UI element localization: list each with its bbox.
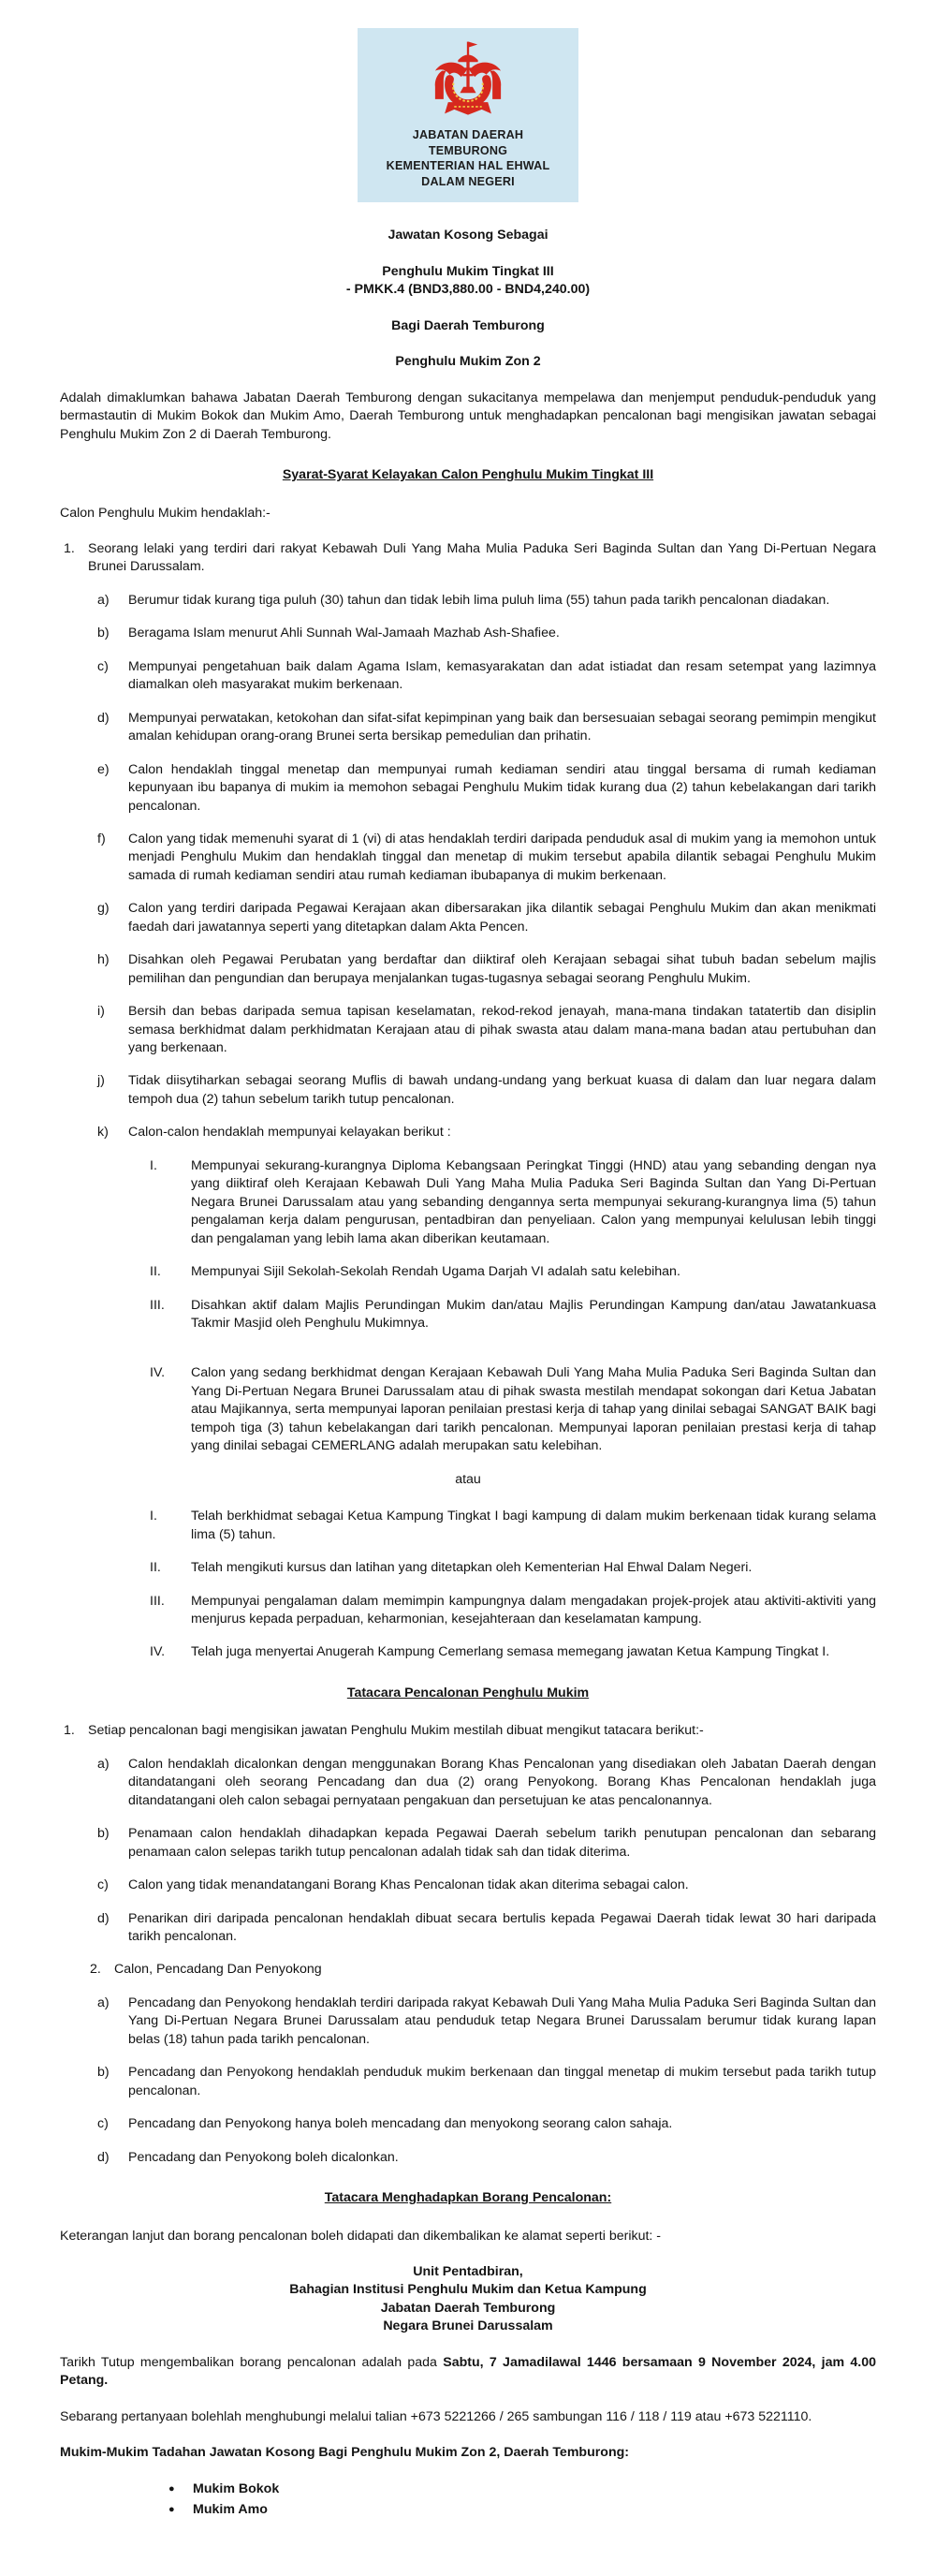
list-marker: a): [97, 592, 110, 608]
list-item: [97, 1995, 876, 2049]
list-item-text: Telah juga menyertai Anugerah Kampung Cemerlang semasa memegang jawatan Ketua Kampung Tingkat I.: [191, 1644, 830, 1660]
list-item-text: Calon yang terdiri daripada Pegawai Kerajaan akan dibersarakan jika dilantik sebagai Penghulu Mukim dan akan menikmati faedah dari jawatannya seperti yang ditetapkan dalam Akta Pencen.: [128, 901, 876, 935]
list-marker: d): [97, 1910, 110, 1926]
list-item: [97, 1003, 876, 1057]
list-item-text: Disahkan oleh Pegawai Perubatan yang berdaftar dan diiktiraf oleh Kerajaan sebagai sihat tubuh badan sebelum majlis pemilihan dan pengundian dan berupaya menjalankan tugas-tugasnya sebagai seorang Penghulu Mukim.: [128, 952, 876, 986]
list-item: [161, 2501, 876, 2519]
section-heading-borang: Tatacara Menghadapkan Borang Pencalonan:: [324, 2190, 612, 2206]
list-item: [97, 658, 876, 695]
mukim-list: [161, 2480, 876, 2520]
list-item: [161, 2480, 876, 2498]
list-item: [97, 1910, 876, 1947]
address-line: Jabatan Daerah Temburong: [380, 2300, 556, 2316]
list-item-text: Penarikan diri daripada pencalonan hendaklah dibuat secara bertulis kepada Pegawai Daerah tidak lewat 30 hari daripada tarikh pencalonan.: [128, 1910, 876, 1944]
list-marker: 1.: [64, 1723, 75, 1739]
title-salary: - PMKK.4 (BND3,880.00 - BND4,240.00): [345, 282, 591, 298]
title-vacancy: Jawatan Kosong Sebagai: [388, 228, 548, 243]
list-item: [97, 2064, 876, 2100]
org-name-line: TEMBURONG: [428, 143, 508, 157]
list-marker: d): [97, 710, 110, 726]
title-zone: Penghulu Mukim Zon 2: [395, 354, 541, 370]
list-item: [60, 540, 876, 577]
org-name-line: KEMENTERIAN HAL EHWAL: [386, 159, 550, 173]
list-item-text: Calon, Pencadang Dan Penyokong: [114, 1962, 322, 1978]
list-marker: b): [97, 1826, 110, 1842]
address-line: Unit Pentadbiran,: [413, 2263, 523, 2279]
list-marker: g): [97, 901, 110, 917]
address-line: Bahagian Institusi Penghulu Mukim dan Ketua Kampung: [289, 2282, 647, 2298]
list-item: [97, 1072, 876, 1109]
list-item-text: Tidak diisytiharkan sebagai seorang Muflis di bawah undang-undang yang berkuat kuasa di dalam dan luar negara dalam tempoh dua (2) tahun sebelum tarikh tutup pencalonan.: [128, 1073, 876, 1107]
list-marker: II.: [150, 1264, 161, 1280]
list-item: [97, 900, 876, 936]
list-marker: c): [97, 2116, 109, 2132]
list-marker: III.: [150, 1593, 165, 1609]
closing-date-prefix: Tarikh Tutup mengembalikan borang pencalonan adalah pada: [60, 2354, 444, 2370]
list-item: [97, 831, 876, 885]
list-item: [97, 1877, 876, 1894]
list-item-text: Calon yang sedang berkhidmat dengan Kerajaan Kebawah Duli Yang Maha Mulia Paduka Seri Baginda Sultan dan Yang Di-Pertuan Negara Brunei Darussalam atau di pihak swasta mestilah mendapat sokongan dari Ketua Jabatan atau Majikannya, serta mempunyai laporan penilaian prestasi kerja di tahap yang dinilai sebagai SANGAT BAIK bagi tempoh tiga (3) tahun kebelakangan dari tarikh pencalonan. Mempunyai laporan penilaian prestasi kerja di tahap yang dinilai sebagai CEMERLANG adalah merupakan satu kelebihan.: [191, 1365, 876, 1454]
list-marker: 1.: [64, 540, 75, 556]
list-item: [97, 1124, 876, 1141]
contact-paragraph: Sebarang pertanyaan bolehlah menghubungi melalui talian +673 5221266 / 265 sambungan 116 / 118 / 119 atau +673 5221110.: [60, 2408, 812, 2424]
list-item: [97, 1825, 876, 1862]
brunei-crest-icon: [422, 39, 514, 120]
list-marker: j): [97, 1073, 105, 1089]
list-item-text: Pencadang dan Penyokong boleh dicalonkan.: [128, 2149, 399, 2165]
section-heading-syarat: Syarat-Syarat Kelayakan Calon Penghulu Mukim Tingkat III: [282, 467, 654, 483]
closing-date-value: Sabtu, 7 Jamadilawal 1446 bersamaan 9 November 2024, jam 4.00 Petang.: [60, 2354, 876, 2389]
list-item: [150, 1157, 876, 1248]
list-item: [97, 951, 876, 988]
list-item-text: Bersih dan bebas daripada semua tapisan keselamatan, rekod-rekod jenayah, mana-mana tindakan tatatertib dan disiplin semasa berkhidmat dalam perkhidmatan Kerajaan atau di pihak swasta atau dalam mana-mana badan atau pertubuhan dan yang berkenaan.: [128, 1004, 876, 1056]
list-item-text: Telah berkhidmat sebagai Ketua Kampung Tingkat I bagi kampung di dalam mukim berkenaan tidak kurang selama lima (5) tahun.: [191, 1509, 876, 1542]
list-item-text: Seorang lelaki yang terdiri dari rakyat Kebawah Duli Yang Maha Mulia Paduka Seri Baginda Sultan dan Yang Di-Pertuan Negara Brunei Darussalam.: [88, 540, 876, 575]
list-item-text: Setiap pencalonan bagi mengisikan jawatan Penghulu Mukim mestilah dibuat mengikut tatacara berikut:-: [88, 1723, 704, 1739]
list-item: [97, 1756, 876, 1810]
closing-date-paragraph: [60, 2354, 876, 2391]
atau-separator: atau: [455, 1471, 481, 1487]
list-item-text: Calon hendaklah tinggal menetap dan mempunyai rumah kediaman sendiri atau tinggal bersama di rumah kediaman kepunyaan ibu bapanya di mukim ia memohon sebagai Penghulu Mukim tidak kurang dua (2) tahun kebelakangan dari tarikh pencalonan.: [128, 761, 876, 814]
list-item: [86, 1961, 876, 1979]
list-marker: a): [97, 1995, 110, 2010]
list-marker: b): [97, 2065, 110, 2081]
list-marker: IV.: [150, 1644, 166, 1660]
list-item: [60, 1722, 876, 1740]
title-post: Penghulu Mukim Tingkat III: [382, 263, 554, 279]
list-item: [97, 2149, 876, 2167]
list-item-text: Calon-calon hendaklah mempunyai kelayakan berikut :: [128, 1125, 451, 1141]
list-marker: 2.: [90, 1962, 101, 1978]
list-marker: k): [97, 1125, 109, 1141]
title-post-block: [60, 263, 876, 300]
list-marker: IV.: [150, 1365, 166, 1381]
mukim-name: Mukim Amo: [193, 2502, 268, 2518]
list-item-text: Mempunyai perwatakan, ketokohan dan sifat-sifat kepimpinan yang baik dan bersesuaian sebagai seorang pemimpin mengikut amalan kehidupan orang-orang Brunei serta bersikap pemedulian dan prihatin.: [128, 710, 876, 744]
borang-lead: Keterangan lanjut dan borang pencalonan boleh didapati dan dikembalikan ke alamat seperti berikut: -: [60, 2228, 662, 2244]
list-item: [97, 2115, 876, 2133]
list-item: [97, 761, 876, 816]
list-item: [97, 710, 876, 746]
list-item-text: Mempunyai pengetahuan baik dalam Agama Islam, kemasyarakatan dan adat istiadat dan resam setempat yang lazimnya diamalkan oleh masyarakat mukim berkenaan.: [128, 658, 876, 693]
list-marker: e): [97, 761, 110, 777]
list-marker: f): [97, 831, 106, 846]
title-district: Bagi Daerah Temburong: [391, 317, 545, 333]
list-item: [150, 1263, 876, 1281]
list-marker: h): [97, 952, 110, 968]
bullet-icon: ●: [168, 2504, 175, 2516]
list-item-text: Mempunyai Sijil Sekolah-Sekolah Rendah Ugama Darjah VI adalah satu kelebihan.: [191, 1264, 680, 1280]
list-marker: c): [97, 1877, 109, 1893]
bullet-icon: ●: [168, 2482, 175, 2495]
list-item-text: Mempunyai pengalaman dalam memimpin kampungnya dalam mengadakan projek-projek atau aktiviti-aktiviti yang menjurus kepada perpaduan, keharmonian, kesejahteraan dan keselamatan kampung.: [191, 1593, 876, 1627]
list-item: [150, 1593, 876, 1629]
list-item-text: Mempunyai sekurang-kurangnya Diploma Kebangsaan Peringkat Tinggi (HND) atau yang sebanding dengan nya yang diiktiraf oleh Kerajaan Kebawah Duli Yang Maha Mulia Paduka Seri Baginda Sultan dan Yang Di-Pertuan Negara Brunei Darussalam atau yang sebanding dengannya serta mempunyai sekurang-kurangnya lima (5) tahun pengalaman kerja dalam pengurusan, pentadbiran dan penyeliaan. Calon yang mempunyai kelulusan lebih tinggi dan pengalaman yang lebih lama akan diberikan keutamaan.: [191, 1157, 876, 1246]
list-item: [97, 592, 876, 610]
list-marker: I.: [150, 1509, 157, 1524]
list-item-text: Berumur tidak kurang tiga puluh (30) tahun dan tidak lebih lima puluh lima (55) tahun pada tarikh pencalonan diadakan.: [128, 592, 830, 608]
list-item-text: Calon hendaklah dicalonkan dengan menggunakan Borang Khas Pencalonan yang disediakan oleh Jabatan Daerah dengan ditandatangani oleh seorang Pencadang dan dua (2) orang Penyokong. Borang Khas Pencalonan hendaklah juga ditandatangani oleh calon sebagai pernyataan pengakuan dan persetujuan ke atas pencalonannya.: [128, 1756, 876, 1808]
list-item-text: Disahkan aktif dalam Majlis Perundingan Mukim dan/atau Majlis Perundingan Kampung dan/atau Jawatankuasa Takmir Masjid oleh Penghulu Mukimnya.: [191, 1297, 876, 1332]
list-marker: d): [97, 2149, 110, 2165]
syarat-lead: Calon Penghulu Mukim hendaklah:-: [60, 505, 271, 521]
list-item-text: Telah mengikuti kursus dan latihan yang ditetapkan oleh Kementerian Hal Ehwal Dalam Negeri.: [191, 1560, 753, 1576]
section-heading-tatacara-pencalonan: Tatacara Pencalonan Penghulu Mukim: [346, 1685, 590, 1700]
intro-paragraph: Adalah dimaklumkan bahawa Jabatan Daerah Temburong dengan sukacitanya mempelawa dan menjemput penduduk-penduduk yang bermastautin di Mukim Bokok dan Mukim Amo, Daerah Temburong untuk menghadapkan pencalonan bagi mengisikan jawatan sebagai Penghulu Mukim Zon 2 di Daerah Temburong.: [60, 390, 876, 442]
list-item: [97, 625, 876, 642]
list-marker: II.: [150, 1560, 161, 1576]
list-item: [150, 1297, 876, 1333]
list-marker: a): [97, 1756, 110, 1772]
address-line: Negara Brunei Darussalam: [383, 2318, 553, 2334]
list-marker: III.: [150, 1297, 165, 1313]
list-item: [150, 1559, 876, 1577]
list-marker: i): [97, 1004, 105, 1020]
list-item-text: Pencadang dan Penyokong hendaklah terdiri daripada rakyat Kebawah Duli Yang Maha Mulia Paduka Seri Baginda Sultan dan Yang Di-Pertuan Negara Brunei Darussalam atau penduduk tetap Negara Brunei Darussalam berumur tidak kurang lapan belas (18) tahun pada tarikh pencalonan.: [128, 1995, 876, 2047]
address-block: [60, 2263, 876, 2336]
org-name-line: JABATAN DAERAH: [412, 128, 524, 141]
list-item: [150, 1643, 876, 1661]
org-name-line: DALAM NEGERI: [421, 174, 515, 188]
list-item-text: Pencadang dan Penyokong hanya boleh mencadang dan menyokong seorang calon sahaja.: [128, 2116, 673, 2132]
mukim-name: Mukim Bokok: [193, 2480, 280, 2496]
list-marker: I.: [150, 1157, 157, 1173]
list-item: [150, 1364, 876, 1455]
list-item-text: Beragama Islam menurut Ahli Sunnah Wal-Jamaah Mazhab Ash-Shafiee.: [128, 626, 560, 641]
list-marker: b): [97, 626, 110, 641]
list-item: [150, 1508, 876, 1544]
header-logo-box: [358, 28, 578, 202]
list-item-text: Pencadang dan Penyokong hendaklah penduduk mukim berkenaan dan tinggal menetap di mukim tersebut pada tarikh tutup pencalonan.: [128, 2065, 876, 2098]
list-item-text: Penamaan calon hendaklah dihadapkan kepada Pegawai Daerah sebelum tarikh penutupan pencalonan dan sebarang penamaan calon selepas tarikh tutup pencalonan adalah tidak sah dan tidak diterima.: [128, 1826, 876, 1860]
list-marker: c): [97, 658, 109, 674]
mukim-list-heading: Mukim-Mukim Tadahan Jawatan Kosong Bagi Penghulu Mukim Zon 2, Daerah Temburong:: [60, 2445, 630, 2461]
list-item-text: Calon yang tidak menandatangani Borang Khas Pencalonan tidak akan diterima sebagai calon.: [128, 1877, 689, 1893]
list-item-text: Calon yang tidak memenuhi syarat di 1 (vi) di atas hendaklah terdiri daripada penduduk asal di mukim yang ia memohon untuk menjadi Penghulu Mukim dan hendaklah tinggal dan menetap di mukim tersebut apabila dilantik sebagai Penghulu Mukim samada di rumah kediaman sendiri atau rumah kediaman ibubapanya di mukim berkenaan.: [128, 831, 876, 883]
